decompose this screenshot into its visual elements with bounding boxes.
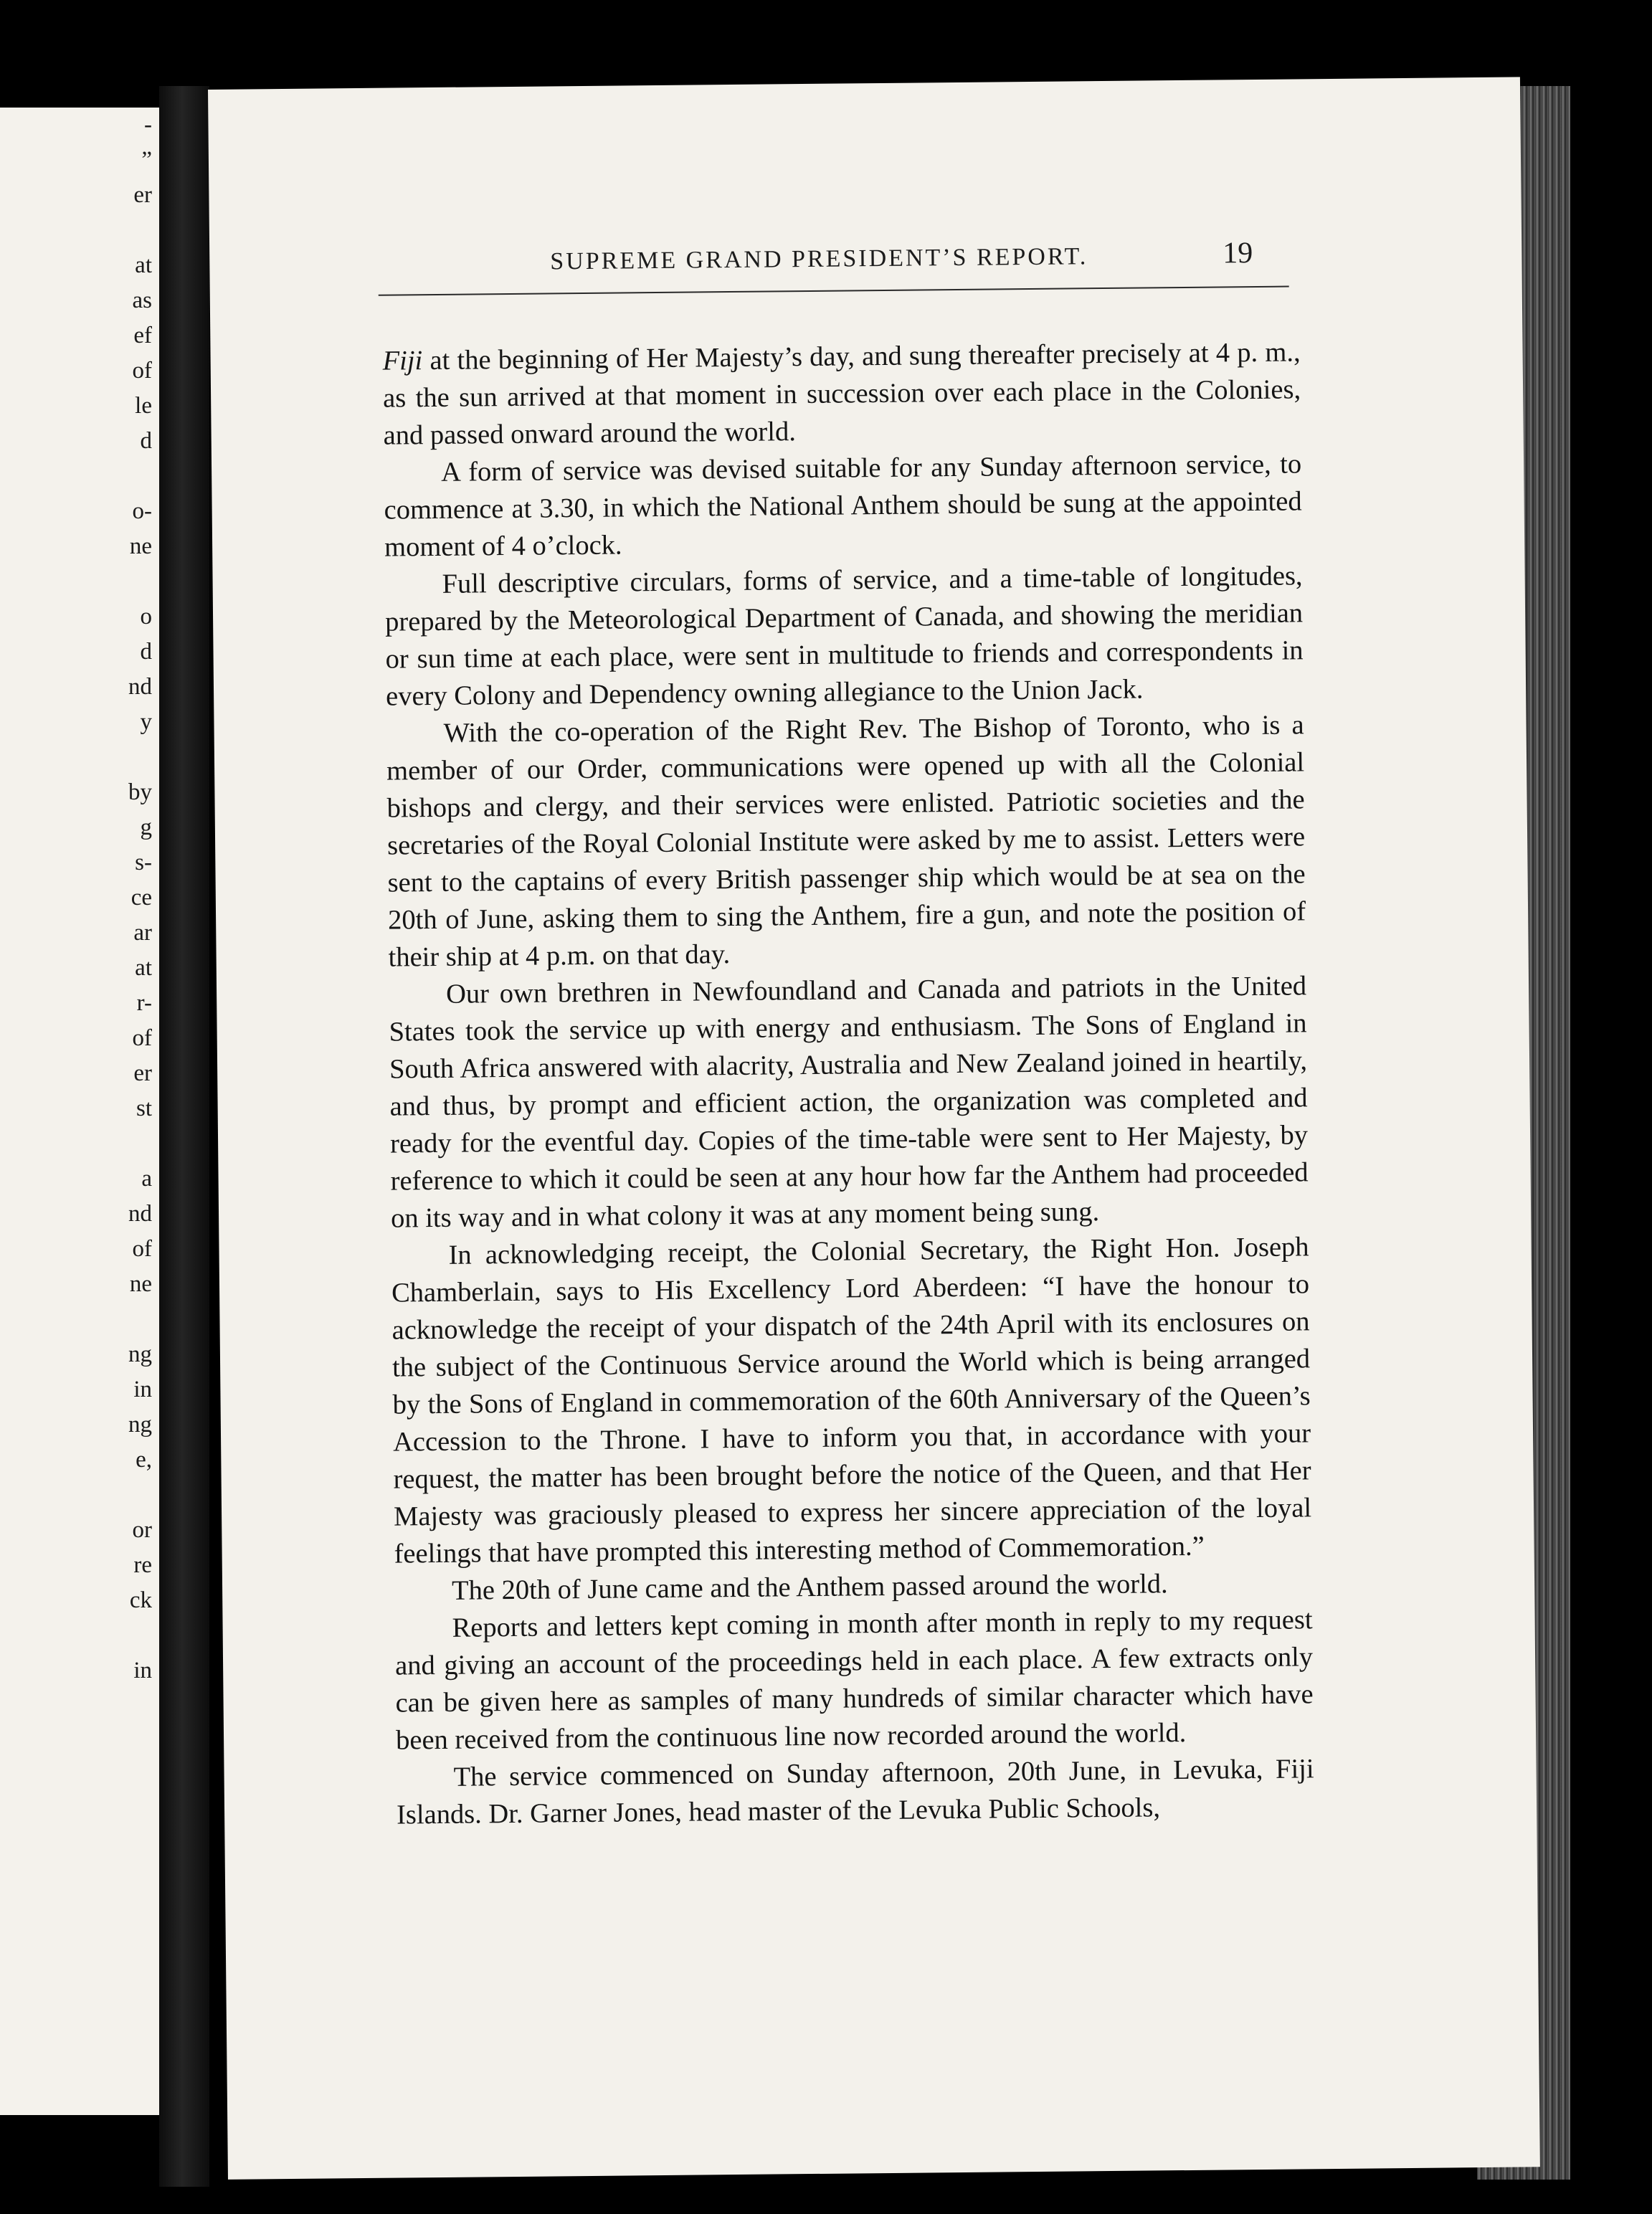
- paragraph: Reports and letters kept coming in month after month in reply to my request and giving an account of the proceedings held in each place. A few extracts only can be given here as samples of many hundreds of similar character which have been received from the continuous line now recorded around the world.: [394, 1605, 1314, 1756]
- paragraph: Our own brethren in Newfoundland and Canada and patriots in the United States took the service up with energy and enthusiasm. The Sons of England in South Africa answered with alacrity, Australia and New Zealand joined in heartily, and thus, by prompt and efficient action, the organization was completed and ready for the eventful day. Copies of the time-table were sent to Her Majesty, by reference to which it could be seen at any hour how far the Anthem had proceeded on its way and in what colony it was at any moment being sung.: [389, 971, 1309, 1234]
- previous-page-line-endings: [9, 108, 152, 1688]
- paragraph: The 20th of June came and the Anthem passed around the world.: [451, 1569, 1168, 1606]
- paragraph: A form of service was devised suitable for any Sunday afternoon service, to commence at 3.30, in which the National Anthem should be sung at the appointed moment of 4 o’clock.: [384, 449, 1302, 563]
- previous-page-fragment-line: st: [136, 1096, 152, 1121]
- page-header: [378, 236, 1253, 279]
- page-number: 19: [1223, 237, 1253, 270]
- previous-page-fragment-line: by: [128, 779, 152, 805]
- running-head: SUPREME GRAND PRESIDENT’S REPORT.: [550, 243, 1088, 275]
- paragraph: In acknowledging receipt, the Colonial Secretary, the Right Hon. Joseph Chamberlain, says to His Excellency Lord Aberdeen: “I have the honour to acknowledge the receipt of your dispatch of the 24th April with its enclosures on the subject of the Continuous Service around the World which is being arranged by the Sons of England in commemoration of the 60th Anniversary of the Queen’s Accession to the Throne. I have to inform you that, in accordance with your request, the matter has been brought before the notice of the Queen, and that Her Majesty was graciously pleased to express her sincere appreciation of the loyal feelings that have prompted this interesting method of Commemoration.”: [391, 1232, 1312, 1569]
- paragraph-text: at the beginning of Her Majesty’s day, and sung thereafter precisely at 4 p. m., as the sun arrived at that moment in succession over each place in the Colonies, and passed onward around the world.: [382, 337, 1301, 451]
- previous-page-fragment-line: at: [135, 955, 152, 981]
- previous-page-fragment-line: ”: [141, 147, 152, 173]
- previous-page-fragment-line: [9, 564, 152, 599]
- previous-page-fragment-line: [9, 1126, 152, 1161]
- previous-page-fragment-line: of: [132, 1025, 152, 1051]
- paragraph: The service commenced on Sunday afternoon, 20th June, in Levuka, Fiji Islands. Dr. Garner Jones, head master of the Levuka Public Schools,: [396, 1754, 1314, 1830]
- previous-page-fragment-line: or: [132, 1517, 152, 1543]
- previous-page-fragment-line: [9, 1618, 152, 1653]
- previous-page-fragment-line: at: [135, 252, 152, 278]
- previous-page-fragment-line: g: [140, 814, 152, 840]
- previous-page-fragment-line: of: [132, 1236, 152, 1262]
- book-gutter: [159, 86, 209, 2187]
- previous-page-fragment-line: r-: [136, 990, 152, 1016]
- previous-page-fragment-line: a: [141, 1166, 152, 1192]
- previous-page-fragment-line: er: [133, 1060, 152, 1086]
- previous-page-fragment-line: y: [140, 709, 152, 735]
- header-rule: [379, 286, 1289, 296]
- book-page: [208, 77, 1540, 2179]
- paragraph: With the co-operation of the Right Rev. The Bishop of Toronto, who is a member of our Order, communications were opened up with all the Colonial bishops and clergy, and their services were enlisted. Patriotic societies and the secretaries of the Royal Colonial Institute were asked by me to assist. Letters were sent to the captains of every British passenger ship which would be at sea on the 20th of June, asking them to sing the Anthem, fire a gun, and note the position of their ship at 4 p.m. on that day.: [386, 710, 1306, 973]
- previous-page-fragment-line: -: [144, 112, 152, 138]
- previous-page-fragment-line: d: [140, 428, 152, 454]
- previous-page-fragment-line: s-: [135, 850, 152, 875]
- previous-page-fragment-line: re: [133, 1552, 152, 1578]
- body-text: [382, 333, 1314, 1833]
- previous-page-fragment-line: ef: [133, 323, 152, 348]
- paragraph: Full descriptive circulars, forms of service, and a time-table of longitudes, prepared by the Meteorological Department of Canada, and showing the meridian or sun time at each place, were sent in multitude to friends and correspondents in every Colony and Dependency owning allegiance to the Union Jack.: [384, 561, 1304, 712]
- previous-page-fragment: [0, 108, 159, 2115]
- previous-page-fragment-line: ne: [129, 1271, 152, 1297]
- previous-page-fragment-line: e,: [136, 1447, 152, 1473]
- previous-page-fragment-line: in: [133, 1658, 152, 1683]
- previous-page-fragment-line: [9, 1478, 152, 1513]
- previous-page-fragment-line: ng: [128, 1341, 152, 1367]
- previous-page-fragment-line: nd: [128, 674, 152, 700]
- previous-page-fragment-line: [9, 740, 152, 775]
- previous-page-fragment-line: of: [132, 358, 152, 384]
- previous-page-fragment-line: o-: [132, 498, 152, 524]
- previous-page-fragment-line: in: [133, 1377, 152, 1402]
- previous-page-fragment-line: [9, 1302, 152, 1337]
- previous-page-fragment-line: ck: [129, 1587, 152, 1613]
- paragraph: [382, 333, 1301, 454]
- previous-page-fragment-line: d: [140, 639, 152, 665]
- previous-page-fragment-line: [9, 213, 152, 248]
- previous-page-fragment-line: er: [133, 182, 152, 208]
- previous-page-fragment-line: nd: [128, 1201, 152, 1227]
- previous-page-fragment-line: ar: [133, 920, 152, 946]
- previous-page-fragment-line: ng: [128, 1412, 152, 1438]
- previous-page-fragment-line: le: [135, 393, 152, 419]
- previous-page-fragment-line: o: [140, 604, 152, 629]
- italic-lead: Fiji: [382, 346, 423, 376]
- previous-page-fragment-line: ce: [130, 885, 152, 911]
- previous-page-fragment-line: [9, 459, 152, 494]
- previous-page-fragment-line: as: [132, 288, 152, 313]
- previous-page-fragment-line: ne: [129, 533, 152, 559]
